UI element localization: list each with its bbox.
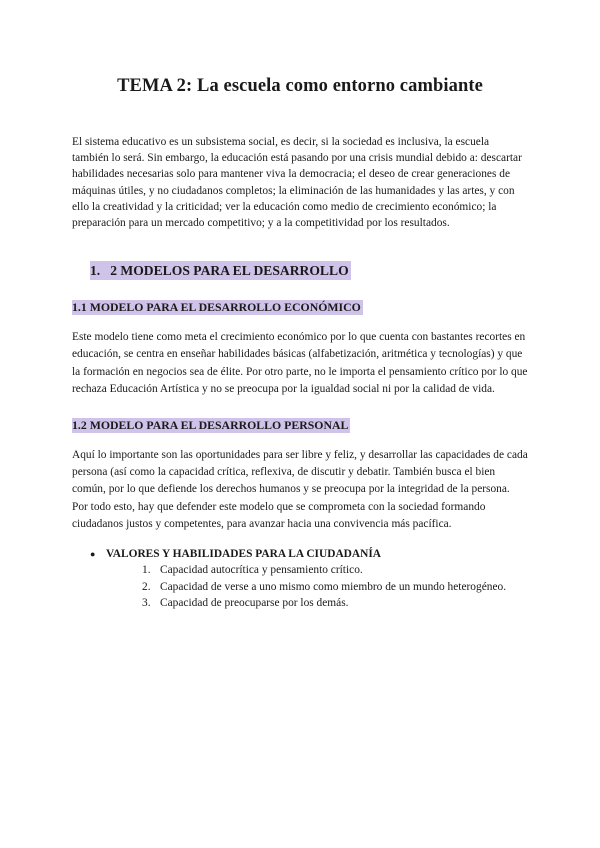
values-numbered-list: [90, 562, 528, 611]
list-item-text: Capacidad de preocuparse por los demás.: [160, 597, 349, 610]
page-title: TEMA 2: La escuela como entorno cambiante: [117, 76, 483, 96]
section-heading: [72, 231, 528, 280]
subsection-2-paragraph: Aquí lo importante son las oportunidades para ser libre y feliz, y desarrollar las capacidades de cada persona (así como la capacidad crítica, reflexiva, de discutir y debatir. También busca el bien común, por lo que defiende los derechos humanos y se preocupa por la integridad de la persona. Por todo esto, hay que defender este modelo que se comprometa con la sociedad formando ciudadanos justos y competentes, para avanzar hacia una convivencia más pacífica.: [72, 449, 528, 530]
section-number: 1.: [90, 263, 101, 279]
section-heading-highlight: [90, 261, 351, 280]
values-list: [90, 546, 528, 612]
subsection-1: [72, 298, 528, 398]
subsection-2: [72, 416, 528, 533]
bullet-dot-icon: ●: [90, 549, 96, 560]
values-bullet: [90, 546, 528, 562]
list-item-text: Capacidad autocrítica y pensamiento crítico.: [160, 564, 363, 577]
section-heading-text: 2 MODELOS PARA EL DESARROLLO: [110, 263, 349, 279]
values-bullet-label: VALORES Y HABILIDADES PARA LA CIUDADANÍA: [106, 548, 382, 561]
subsection-1-paragraph: Este modelo tiene como meta el crecimiento económico por lo que cuenta con bastantes recortes en educación, se centra en enseñar habilidades básicas (alfabetización, aritmética y tecnologías) y que la formación en negocios sea de élite. Por otro parte, no le importa el pensamiento crítico por lo que rechaza Educación Artística y no se preocupa por la igualdad social ni por la calidad de vida.: [72, 331, 528, 395]
list-item-number: 3.: [142, 597, 151, 610]
subsection-2-heading: 1.2 MODELO PARA EL DESARROLLO PERSONAL: [72, 418, 349, 433]
list-item-text: Capacidad de verse a uno mismo como miembro de un mundo heterogéneo.: [160, 580, 507, 593]
list-item-number: 2.: [142, 580, 151, 593]
list-item: [142, 562, 528, 578]
subsection-1-heading: 1.1 MODELO PARA EL DESARROLLO ECONÓMICO: [72, 300, 361, 315]
list-item: [142, 595, 528, 611]
list-item: [142, 579, 528, 595]
list-item-number: 1.: [142, 564, 151, 577]
intro-paragraph: El sistema educativo es un subsistema social, es decir, si la sociedad es inclusiva, la escuela también lo será. Sin embargo, la educación está pasando por una crisis mundial debido a: descartar habilidades necesarias solo para mantener viva la democracia; el deseo de crear generaciones de máquinas útiles, y no ciudadanos completos; la eliminación de las humanidades y las artes, y con ello la creatividad y la criticidad; ver la educación como medio de crecimiento económico; la preparación para un mercado competitivo; y a la competitividad por los resultados.: [72, 136, 522, 230]
